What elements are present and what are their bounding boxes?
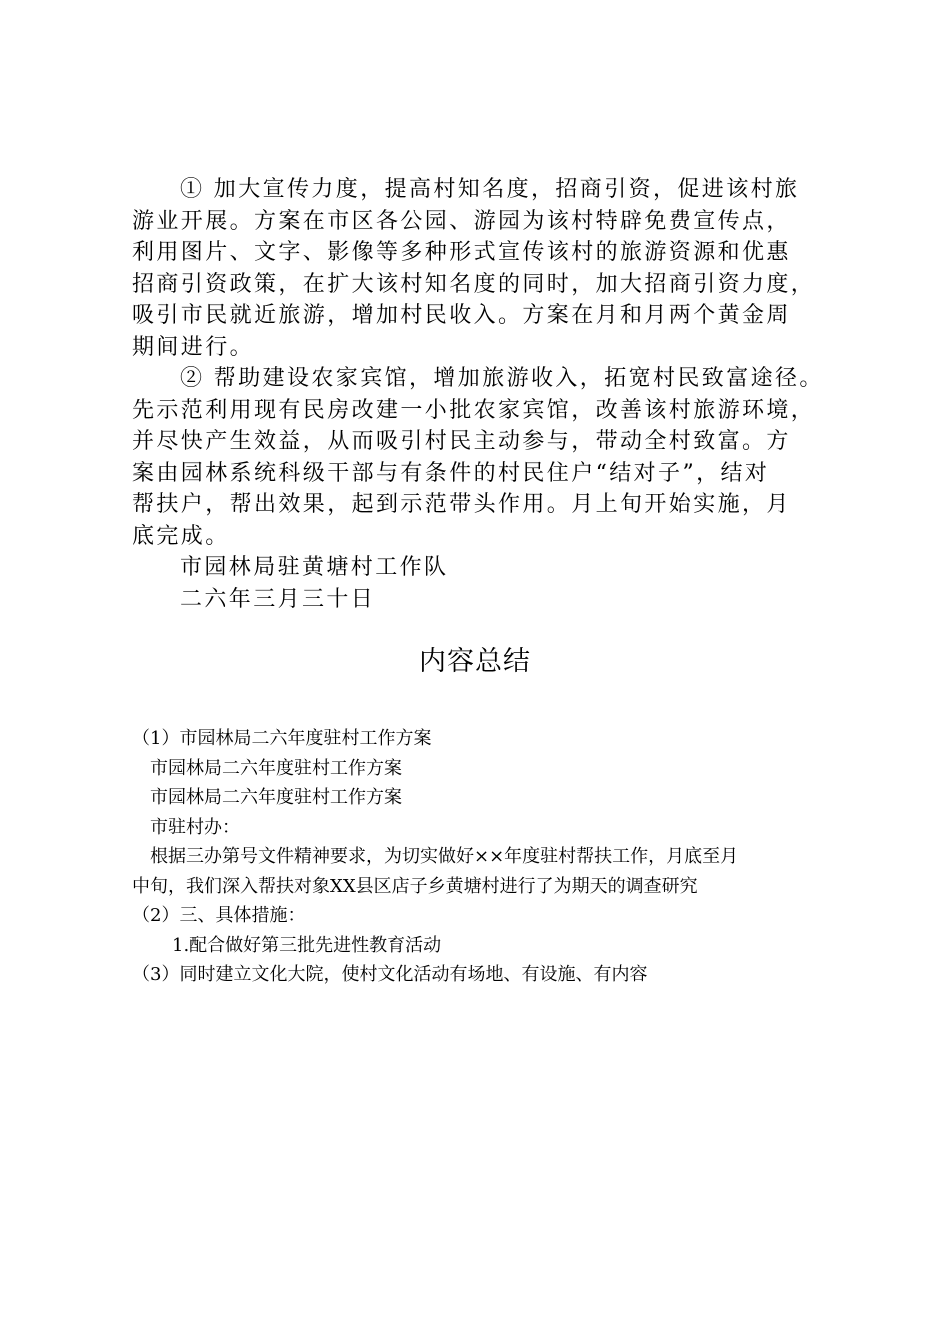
paragraph-line: ① 加大宣传力度，提高村知名度，招商引资，促进该村旅 bbox=[180, 177, 800, 202]
summary-line: （3）同时建立文化大院，使村文化活动有场地、有设施、有内容 bbox=[132, 964, 648, 985]
summary-line: 市园林局二六年度驻村工作方案 bbox=[150, 787, 402, 808]
paragraph-line: 利用图片、文字、影像等多种形式宣传该村的旅游资源和优惠 bbox=[132, 240, 791, 265]
paragraph-line: 案由园林系统科级干部与有条件的村民住户“结对子”，结对 bbox=[132, 460, 770, 486]
paragraph-line: 招商引资政策，在扩大该村知名度的同时，加大招商引资力度， bbox=[132, 271, 816, 297]
paragraph-line: 游业开展。方案在市区各公园、游园为该村特辟免费宣传点， bbox=[132, 208, 791, 234]
paragraph-line: 吸引市民就近旅游，增加村民收入。方案在月和月两个黄金周 bbox=[132, 303, 791, 328]
paragraph-line: 先示范利用现有民房改建一小批农家宾馆，改善该村旅游环境， bbox=[132, 397, 816, 423]
paragraph-line: 并尽快产生效益，从而吸引村民主动参与，带动全村致富。方 bbox=[132, 429, 791, 454]
summary-line: （2）三、具体措施： bbox=[132, 905, 306, 926]
summary-line: 市驻村办： bbox=[150, 816, 240, 838]
signature-date: 二六年三月三十日 bbox=[180, 586, 376, 612]
summary-body bbox=[132, 724, 832, 990]
paragraph-line: ② 帮助建设农家宾馆，增加旅游收入，拓宽村民致富途径。 bbox=[180, 366, 824, 391]
summary-line: 根据三办第号文件精神要求，为切实做好××年度驻村帮扶工作，月底至月 bbox=[150, 846, 739, 867]
paragraph-line: 期间进行。 bbox=[132, 334, 255, 360]
paragraph-line: 底完成。 bbox=[132, 523, 230, 549]
paragraph-line: 帮扶户，帮出效果，起到示范带头作用。月上旬开始实施，月 bbox=[132, 492, 791, 517]
summary-title: 内容总结 bbox=[419, 646, 531, 677]
body-text bbox=[132, 174, 852, 615]
signature-org: 市园林局驻黄塘村工作队 bbox=[180, 555, 449, 580]
summary-line: 中旬，我们深入帮扶对象XX县区店子乡黄塘村进行了为期天的调查研究 bbox=[132, 875, 698, 897]
summary-line: 1.配合做好第三批先进性教育活动 bbox=[172, 934, 442, 956]
summary-line: （1）市园林局二六年度驻村工作方案 bbox=[132, 728, 432, 749]
summary-line: 市园林局二六年度驻村工作方案 bbox=[150, 757, 402, 779]
